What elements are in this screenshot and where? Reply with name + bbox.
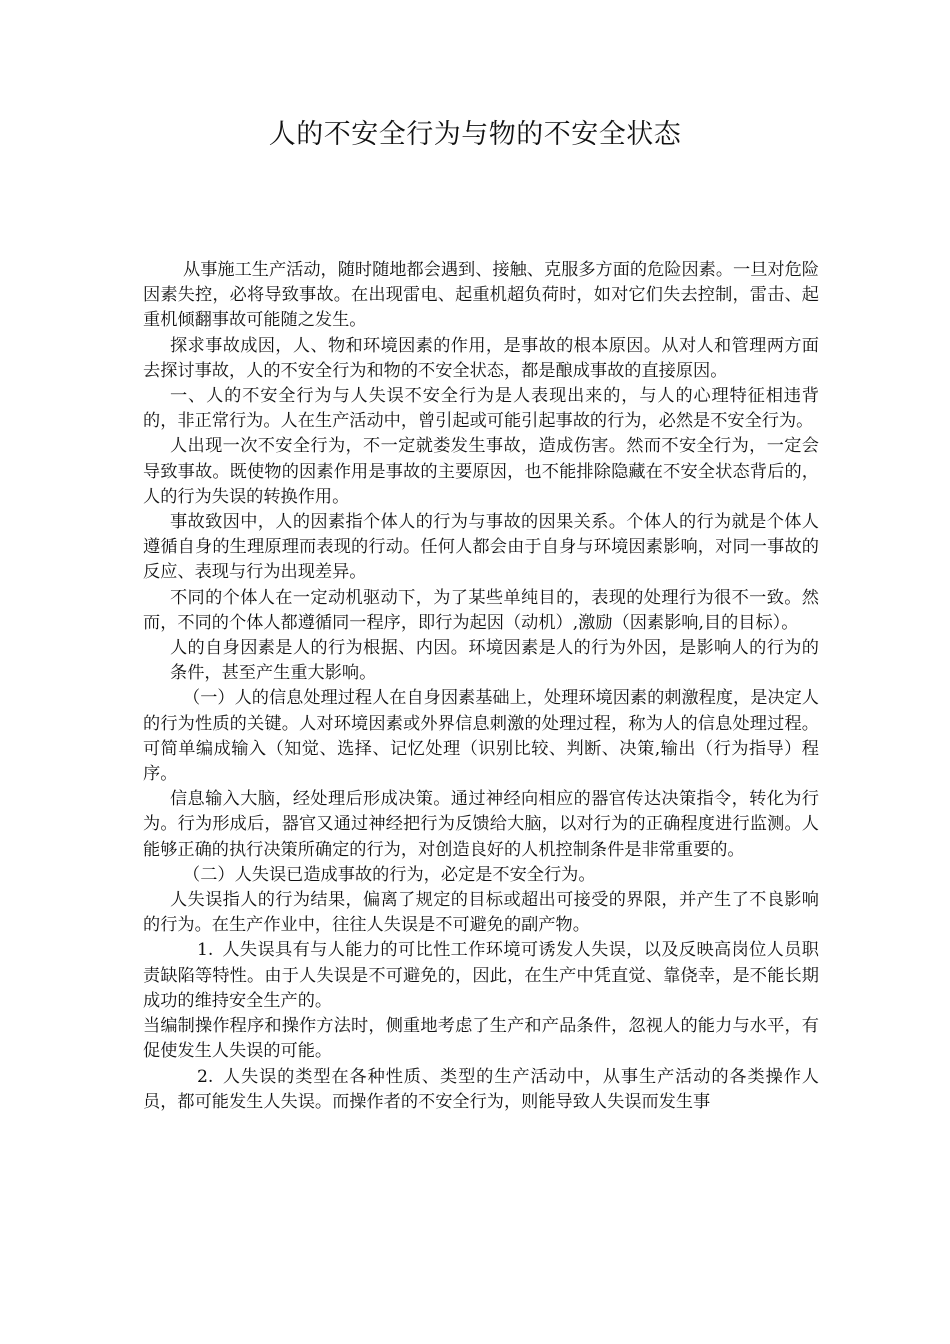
paragraph-text: 人失误具有与人能力的可比性工作环境可诱发人失误，以及反映高岗位人员职责缺陷等特性。由于人失误是不可避免的，因此，在生产中凭直觉、靠侥幸，是不能长期成功的维持安全生产的。	[143, 940, 819, 1011]
numbered-paragraph	[143, 938, 819, 1014]
list-number: 2.	[197, 1066, 214, 1087]
paragraph: 不同的个体人在一定动机驱动下，为了某些单纯目的，表现的处理行为很不一致。然而，不同的个体人都遵循同一程序，即行为起因（动机）,激励（因素影响,目的目标）。	[143, 587, 819, 633]
paragraph: 一、人的不安全行为与人失误不安全行为是人表现出来的，与人的心理特征相违背的，非正常行为。人在生产活动中，曾引起或可能引起事故的行为，必然是不安全行为。	[143, 386, 819, 432]
paragraph: （一）人的信息处理过程人在自身因素基础上，处理环境因素的刺激程度，是决定人的行为性质的关键。人对环境因素或外界信息刺激的处理过程，称为人的信息处理过程。可简单编成输入（知觉、选择、记忆处理（识别比较、判断、决策,输出（行为指导）程序。	[143, 688, 819, 785]
paragraph: 当编制操作程序和操作方法时，侧重地考虑了生产和产品条件，忽视人的能力与水平，有促使发生人失误的可能。	[143, 1016, 819, 1062]
paragraph: 探求事故成因，人、物和环境因素的作用，是事故的根本原因。从对人和管理两方面去探讨事故，人的不安全行为和物的不安全状态，都是酿成事故的直接原因。	[143, 335, 819, 381]
paragraph: 事故致因中，人的因素指个体人的行为与事故的因果关系。个体人的行为就是个体人遵循自身的生理原理而表现的行动。任何人都会由于自身与环境因素影响，对同一事故的反应、表现与行为出现差异。	[143, 512, 819, 583]
paragraph: 人失误指人的行为结果，偏离了规定的目标或超出可接受的界限，并产生了不良影响的行为。在生产作业中，往往人失误是不可避免的副产物。	[143, 890, 819, 936]
paragraph: 人出现一次不安全行为，不一定就娄发生事故，造成伤害。然而不安全行为，一定会导致事故。既使物的因素作用是事故的主要原因，也不能排除隐藏在不安全状态背后的，人的行为失误的转换作用。	[143, 436, 819, 507]
paragraph: 从事施工生产活动，随时随地都会遇到、接触、克服多方面的危险因素。一旦对危险因素失控，必将导致事故。在出现雷电、起重机超负荷时，如对它们失去控制，雷击、起重机倾翻事故可能随之发生。	[143, 260, 819, 331]
paragraph: （二）人失误已造成事故的行为，必定是不安全行为。	[183, 864, 596, 885]
paragraph-text: 人失误的类型在各种性质、类型的生产活动中，从事生产活动的各类操作人员，都可能发生人失误。而操作者的不安全行为，则能导致人失误而发生事	[143, 1066, 819, 1112]
numbered-paragraph	[143, 1065, 819, 1115]
paragraph: 信息输入大脑，经处理后形成决策。通过神经向相应的器官传达决策指令，转化为行为。行为形成后，器官又通过神经把行为反馈给大脑，以对行为的正确程度进行监测。人能够正确的执行决策所确定的行为，对创造良好的人机控制条件是非常重要的。	[143, 789, 819, 860]
paragraph: 人的自身因素是人的行为根据、内因。环境因素是人的行为外因，是影响人的行为的条件，甚至产生重大影响。	[170, 638, 819, 684]
list-number: 1.	[197, 940, 214, 961]
document-title: 人的不安全行为与物的不安全状态	[268, 119, 682, 150]
document-body	[143, 258, 819, 1115]
